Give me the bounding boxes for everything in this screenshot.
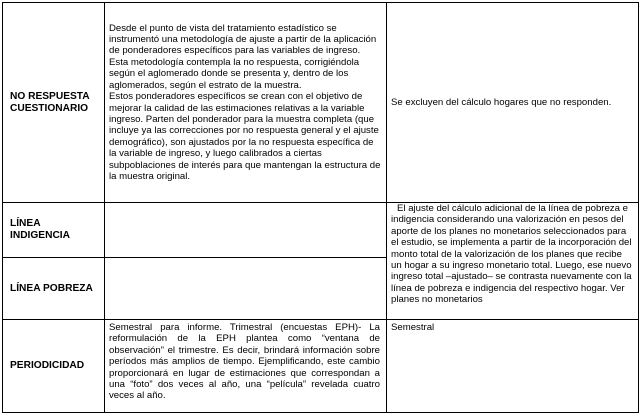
note-cell-no-respuesta: Se excluyen del cálculo hogares que no responden. (387, 3, 639, 203)
row-label-linea-pobreza: LÍNEA POBREZA (3, 258, 105, 320)
methodology-table (2, 2, 639, 413)
method-cell-no-respuesta (105, 3, 387, 203)
table-row (3, 203, 639, 258)
note-cell-lineas (387, 203, 639, 320)
document-page (2, 2, 638, 412)
row-label-linea-indigencia: LÍNEA INDIGENCIA (3, 203, 105, 258)
row-label-periodicidad: PERIODICIDAD (3, 320, 105, 413)
note-cell-periodicidad: Semestral (387, 320, 639, 413)
method-cell-linea-indigencia (105, 203, 387, 258)
row-label-no-respuesta: NO RESPUESTA CUESTIONARIO (3, 3, 105, 203)
lineas-note-text: El ajuste del cálculo adicional de la línea de pobreza e indigencia considerando una valorización en pesos del aporte de los planes no monetarios seleccionados para el estudio, se implementa a partir de la incorporación del monto total de la valorización de los planes que recibe un hogar a su ingreso monetario total. Luego, ese nuevo ingreso total –ajustado– se contrasta nuevamente con la línea de pobreza e indigencia del respectivo hogar. Ver planes no monetarios (391, 203, 632, 306)
method-cell-linea-pobreza (105, 258, 387, 320)
method-paragraph-2: Estos ponderadores específicos se crean con el objetivo de mejorar la calidad de las estimaciones relativas a la variable ingreso. Parten del ponderador para la muestra completa (que incluye ya las correcciones por no respuesta general y el ajuste demográfico), son ajustados por la no respuesta específica de la variable de ingreso, y luego calibrados a ciertas subpoblaciones de interés para que mantengan la estructura de la muestra original. (109, 91, 381, 182)
method-paragraph-1: Desde el punto de vista del tratamiento estadístico se instrumentó una metodología de ajuste a partir de la aplicación de ponderadores específicos para las variables de ingreso. Esta metodología contempla la no respuesta, corrigiéndola según el aglomerado donde se presenta y, dentro de los aglomerados, según el estrato de la muestra. (109, 22, 377, 91)
table-row (3, 3, 639, 203)
table-row (3, 320, 639, 413)
method-cell-periodicidad: Semestral para informe. Trimestral (encuestas EPH)- La reformulación de la EPH plantea como “ventana de observación” el trimestre. Es decir, brindará información sobre períodos más amplios de tiempo. Ejemplificando, este cambio proporcionará en lugar de estimaciones que correspondan a una “foto” dos veces al año, una “película” revelada cuatro veces al año. (105, 320, 387, 413)
